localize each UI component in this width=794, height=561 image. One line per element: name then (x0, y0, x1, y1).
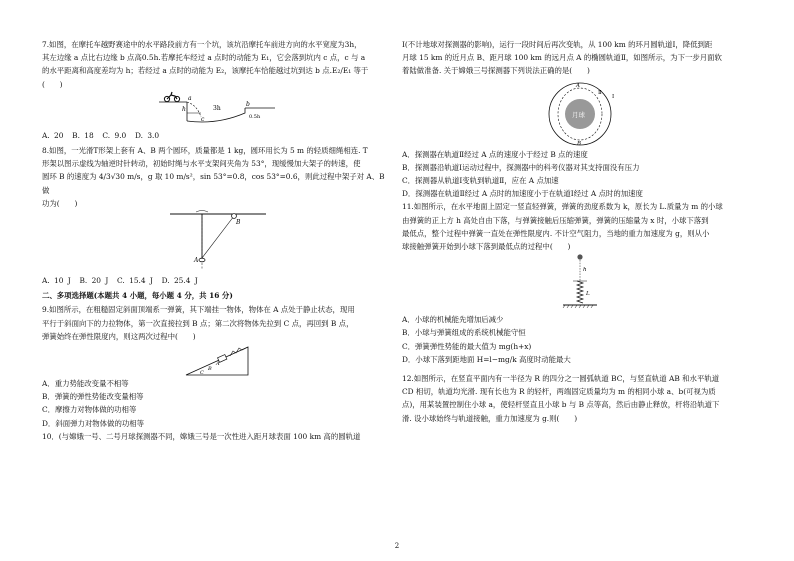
q9-option-b: B．弹簧的弹性势能改变量相等 (42, 392, 144, 402)
q10-option-b: B．探测器沿轨道Ⅰ运动过程中，探测器中的科考仪器对其支持面没有压力 (402, 162, 640, 172)
q9-figure (182, 343, 252, 377)
q7-option-c: C. 9.0 (102, 130, 127, 140)
q7-fig-label-half: 0.5h (249, 113, 261, 120)
q10-fig-label-orbit2: Ⅱ (598, 89, 602, 96)
question-9 (42, 303, 392, 429)
question-7 (42, 38, 392, 142)
q10-option-c: C．探测器从轨道Ⅰ变轨到轨道Ⅱ，应在 A 点加速 (402, 176, 559, 186)
q8-options (42, 274, 392, 287)
q9-option-a: A．重力势能改变量不相等 (42, 379, 129, 389)
q10-fig-label-orbit1: Ⅰ (612, 93, 615, 100)
q10-line-2: Ⅰ(不计地球对探测器的影响)，运行一段时间后再次变轨，从 100 km 的环月圆轨道Ⅰ，降低到距 (402, 40, 713, 49)
q9-fig-label-b: B (208, 366, 212, 373)
question-8 (42, 144, 392, 287)
page-number: 2 (394, 542, 400, 550)
q8-line-3: 圆环 B 的速度为 4/3√30 m/s，g 取 10 m/s²，sin 53°=0.8，cos 53°=0.6，则此过程中架子对 A、B 做 (42, 172, 385, 195)
q7-options (42, 129, 392, 142)
q12-line-1: 12.如图所示，在竖直平面内有一半径为 R 的四分之一圆弧轨道 BC，与竖直轨道 AB 和水平轨道 (402, 374, 720, 384)
q8-line-4: 功为( ) (42, 198, 78, 208)
q11-line-3: 最低点，整个过程中弹簧一直处在弹性限度内. 不计空气阻力，当地的重力加速度为 g，则从小 (402, 228, 710, 238)
q11-line-4: 球接触弹簧开始到小球下落到最低点的过程中( ) (402, 242, 571, 252)
q8-fig-label-b: B (236, 219, 241, 227)
q7-fig-label-b: b (246, 100, 250, 108)
q7-figure (157, 91, 277, 127)
q11-fig-label-l: L (586, 291, 590, 298)
q11-option-a: A．小球的机械能先增加后减少 (402, 315, 504, 325)
section-2-heading: 二、多项选择题(本题共 4 小题，每小题 4 分，共 16 分) (42, 291, 233, 301)
q11-option-b: B．小球与弹簧组成的系统机械能守恒 (402, 328, 526, 338)
motorcycle-icon (164, 92, 179, 102)
q12-line-3: 点)，用某装置控制住小球 a，使轻杆竖直且小球 b 与 B 点等高，然后由静止释放，杆将沿轨道下 (402, 400, 720, 410)
q7-line-3: 的水平距离和高度差均为 h；若经过 a 点时的动能为 E₂，该摩托车恰能越过坑到达 b 点.E₂/E₁ 等于 (42, 66, 369, 76)
question-10-start (42, 430, 392, 443)
q10-option-d: D．探测器在轨道Ⅱ经过 A 点时的加速度小于在轨道Ⅰ经过 A 点时的加速度 (402, 189, 643, 199)
q7-fig-label-a: a (188, 94, 192, 102)
right-column (402, 38, 758, 425)
q11-fig-label-h: h (583, 267, 587, 274)
q10-fig-label-b: B (577, 140, 582, 147)
q11-option-d: D．小球下落到距地面 H=l−mg/k 高度时动能最大 (402, 354, 571, 364)
q10-fig-label-a: A (576, 82, 580, 89)
q11-line-2: 由弹簧的正上方 h 高处自由下落，与弹簧接触后压缩弹簧，弹簧的压缩量为 x 时，小球下落到 (402, 215, 709, 225)
q8-option-d: D. 25.4 J (161, 276, 198, 286)
q8-option-a: A. 10 J (42, 276, 71, 286)
q9-option-c: C．摩擦力对物体做的功相等 (42, 405, 137, 415)
question-12 (402, 372, 758, 425)
q8-figure (162, 210, 272, 272)
q7-fig-label-width: 3h (213, 104, 221, 112)
q9-fig-label-a: A (216, 361, 220, 368)
q7-line-2: 其左边缘 a 点比右边缘 b 点高0.5h.若摩托车经过 a 点时的动能为 E₁，它会落到坑内 c 点，c 与 a (42, 53, 366, 63)
q7-option-d: D. 3.0 (134, 130, 160, 140)
q10-line-4: 着陆做准备. 关于嫦娥三号探测器下列说法正确的是( ) (402, 66, 590, 76)
question-10 (402, 38, 758, 200)
q7-blank: ( ) (42, 79, 63, 89)
q7-fig-label-c: c (201, 115, 205, 123)
q10-line-1: 10．(与嫦娥一号、二号月球探测器不同，嫦娥三号是一次性进入距月球表面 100 km 高的圆轨道 (42, 431, 361, 441)
q7-option-a: A. 20 (42, 130, 64, 140)
q8-fig-label-a: A (194, 257, 199, 265)
q12-line-2: CD 相切，轨道均光滑. 现有长也为 R 的轻杆，两端固定质量均为 m 的相同小球 a、b(可视为质 (402, 387, 716, 397)
q8-option-c: C. 15.4 J (117, 276, 153, 286)
q12-line-4: 滑. 设小球始终与轨道接触，重力加速度为 g.则( ) (402, 413, 578, 423)
left-column (42, 38, 392, 443)
q10-option-a: A．探测器在轨道Ⅱ经过 A 点的速度小于经过 B 点的速度 (402, 149, 588, 159)
q11-figure (555, 253, 605, 313)
q8-option-b: B. 20 J (79, 276, 109, 286)
q11-option-c: C．弹簧弹性势能的最大值为 mg(h+x) (402, 341, 532, 351)
q11-line-1: 11.如图所示，在水平地面上固定一竖直轻弹簧，弹簧的劲度系数为 k，原长为 L.质量为 m 的小球 (402, 202, 723, 212)
q8-line-1: 8.如图，一光滑T形架上套有 A、B 两个圆环，质量都是 1 kg，圆环用长为 5 m 的轻质细绳相连. T (42, 146, 368, 156)
question-11 (402, 200, 758, 366)
q10-figure (540, 78, 620, 148)
q9-line-3: 弹簧始终在弹性限度内，则这两次过程中( ) (42, 331, 196, 341)
q7-fig-label-h: h (182, 105, 186, 113)
q9-fig-label-c: C (200, 370, 204, 377)
q9-option-d: D．斜面弹力对物体做的功相等 (42, 418, 145, 428)
q10-line-3: 月球 15 km 的近月点 B、距月球 100 km 的远月点 A 的椭圆轨道Ⅱ，如图所示，为下一步月面软 (402, 53, 722, 63)
q7-line-1: 7.如图，在摩托车越野赛途中的水平路段前方有一个坑，该坑沿摩托车前进方向的水平宽度为3h， (42, 40, 362, 49)
q9-line-1: 9.如图所示，在粗糙固定斜面顶端系一弹簧，其下端挂一物体，物体在 A 点处于静止状态，现用 (42, 305, 355, 315)
q8-line-2: 形架以图示虚线为轴逆时针转动，初始时绳与水平支架间夹角为 53°，现缓慢加大架子的转速，使 (42, 159, 361, 169)
q10-fig-label-moon: 月球 (572, 110, 585, 119)
q9-line-2: 平行于斜面向下的力拉物体，第一次直接拉到 B 点；第二次将物体先拉到 C 点，再回到 B 点， (42, 318, 354, 328)
q7-option-b: B. 18 (72, 130, 94, 140)
